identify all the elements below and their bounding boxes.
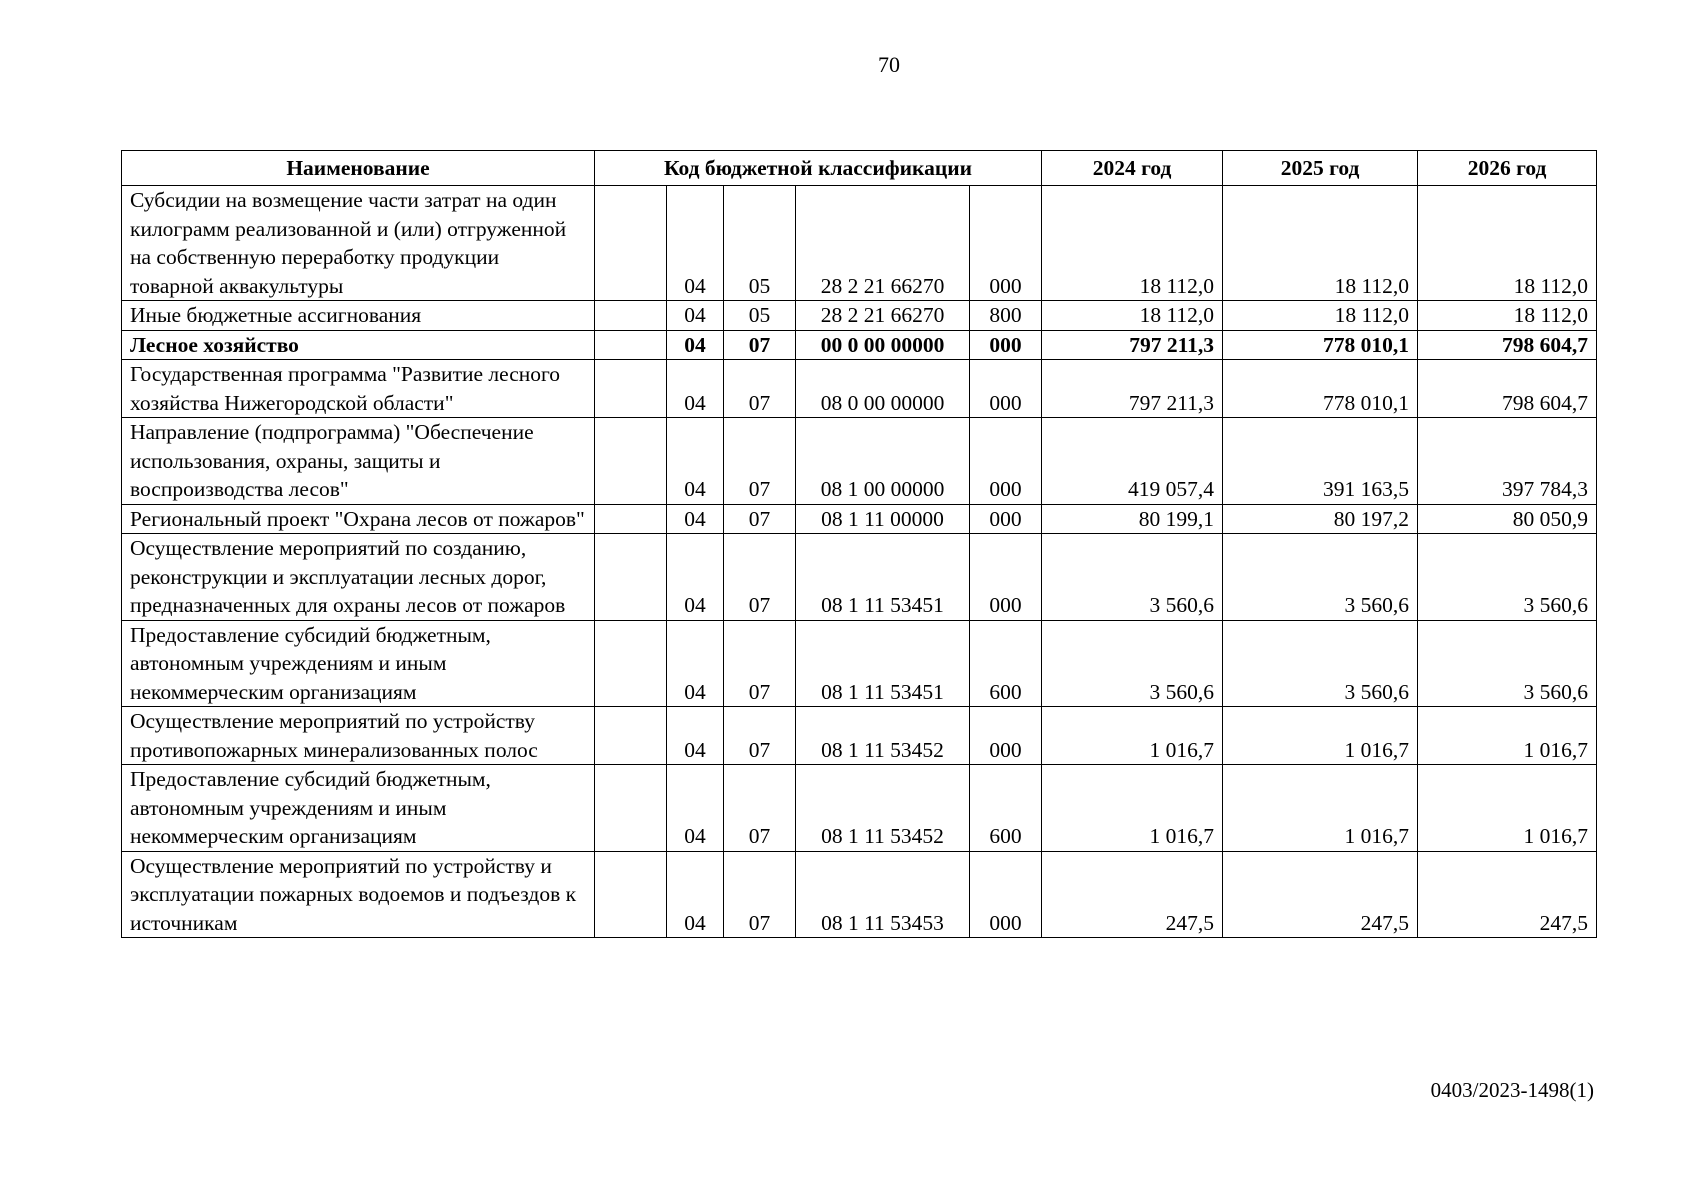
row-blank-cell <box>595 534 667 621</box>
row-2025-cell: 1 016,7 <box>1223 765 1418 852</box>
header-code: Код бюджетной классификации <box>595 151 1042 186</box>
row-target-article-cell: 08 1 11 53452 <box>796 765 970 852</box>
row-section-cell: 04 <box>667 186 724 301</box>
row-section-cell: 04 <box>667 418 724 505</box>
row-2025-cell: 778 010,1 <box>1223 360 1418 418</box>
row-target-article-cell: 08 1 11 53453 <box>796 851 970 938</box>
row-target-article-cell: 00 0 00 00000 <box>796 330 970 360</box>
table-row <box>122 360 1597 418</box>
row-target-article-cell: 08 1 11 53451 <box>796 620 970 707</box>
row-2025-cell: 247,5 <box>1223 851 1418 938</box>
row-2026-cell: 247,5 <box>1418 851 1597 938</box>
row-expense-type-cell: 000 <box>970 707 1042 765</box>
row-target-article-cell: 28 2 21 66270 <box>796 301 970 331</box>
row-2026-cell: 1 016,7 <box>1418 765 1597 852</box>
row-target-article-cell: 08 1 11 53451 <box>796 534 970 621</box>
row-2024-cell: 18 112,0 <box>1042 301 1223 331</box>
page-number: 70 <box>878 52 900 77</box>
row-2024-cell: 18 112,0 <box>1042 186 1223 301</box>
header-2024: 2024 год <box>1042 151 1223 186</box>
row-2024-cell: 3 560,6 <box>1042 620 1223 707</box>
row-subsection-cell: 05 <box>724 301 796 331</box>
row-name-cell: Иные бюджетные ассигнования <box>122 301 595 331</box>
row-expense-type-cell: 000 <box>970 330 1042 360</box>
row-2026-cell: 397 784,3 <box>1418 418 1597 505</box>
row-subsection-cell: 07 <box>724 707 796 765</box>
header-name: Наименование <box>122 151 595 186</box>
row-expense-type-cell: 600 <box>970 765 1042 852</box>
row-blank-cell <box>595 186 667 301</box>
row-2025-cell: 18 112,0 <box>1223 301 1418 331</box>
row-name-cell: Субсидии на возмещение части затрат на один килограмм реализованной и (или) отгруженной на собственную переработку продукции товарной аквакультуры <box>122 186 595 301</box>
row-section-cell: 04 <box>667 765 724 852</box>
row-name-cell: Осуществление мероприятий по созданию, реконструкции и эксплуатации лесных дорог, предназначенных для охраны лесов от пожаров <box>122 534 595 621</box>
row-section-cell: 04 <box>667 534 724 621</box>
row-2026-cell: 3 560,6 <box>1418 534 1597 621</box>
table-row <box>122 330 1597 360</box>
row-expense-type-cell: 000 <box>970 851 1042 938</box>
row-subsection-cell: 07 <box>724 360 796 418</box>
row-2024-cell: 1 016,7 <box>1042 707 1223 765</box>
table-header-row <box>122 151 1597 186</box>
row-subsection-cell: 07 <box>724 851 796 938</box>
table-body <box>122 186 1597 938</box>
row-2026-cell: 18 112,0 <box>1418 301 1597 331</box>
row-name-cell: Осуществление мероприятий по устройству и эксплуатации пожарных водоемов и подъездов к источникам <box>122 851 595 938</box>
row-expense-type-cell: 000 <box>970 418 1042 505</box>
row-blank-cell <box>595 851 667 938</box>
row-2026-cell: 80 050,9 <box>1418 504 1597 534</box>
header-2025: 2025 год <box>1223 151 1418 186</box>
row-name-cell: Лесное хозяйство <box>122 330 595 360</box>
row-subsection-cell: 07 <box>724 504 796 534</box>
row-2024-cell: 247,5 <box>1042 851 1223 938</box>
row-name-cell: Направление (подпрограмма) "Обеспечение использования, охраны, защиты и воспроизводства лесов" <box>122 418 595 505</box>
row-blank-cell <box>595 620 667 707</box>
row-target-article-cell: 08 1 00 00000 <box>796 418 970 505</box>
document-code: 0403/2023-1498(1) <box>1430 1078 1594 1102</box>
row-blank-cell <box>595 360 667 418</box>
row-blank-cell <box>595 330 667 360</box>
header-2026: 2026 год <box>1418 151 1597 186</box>
row-2024-cell: 797 211,3 <box>1042 330 1223 360</box>
row-expense-type-cell: 000 <box>970 504 1042 534</box>
row-2025-cell: 1 016,7 <box>1223 707 1418 765</box>
row-2024-cell: 1 016,7 <box>1042 765 1223 852</box>
table-row <box>122 620 1597 707</box>
table-row <box>122 534 1597 621</box>
row-section-cell: 04 <box>667 360 724 418</box>
row-2025-cell: 3 560,6 <box>1223 534 1418 621</box>
row-2024-cell: 3 560,6 <box>1042 534 1223 621</box>
table-row <box>122 301 1597 331</box>
table-row <box>122 707 1597 765</box>
row-subsection-cell: 07 <box>724 330 796 360</box>
row-section-cell: 04 <box>667 620 724 707</box>
table-row <box>122 851 1597 938</box>
row-target-article-cell: 08 1 11 53452 <box>796 707 970 765</box>
row-section-cell: 04 <box>667 504 724 534</box>
row-subsection-cell: 07 <box>724 620 796 707</box>
row-subsection-cell: 07 <box>724 418 796 505</box>
row-target-article-cell: 28 2 21 66270 <box>796 186 970 301</box>
table-row <box>122 186 1597 301</box>
row-section-cell: 04 <box>667 707 724 765</box>
row-2026-cell: 798 604,7 <box>1418 330 1597 360</box>
row-subsection-cell: 07 <box>724 765 796 852</box>
row-2025-cell: 3 560,6 <box>1223 620 1418 707</box>
row-2024-cell: 797 211,3 <box>1042 360 1223 418</box>
row-blank-cell <box>595 707 667 765</box>
row-blank-cell <box>595 418 667 505</box>
row-subsection-cell: 05 <box>724 186 796 301</box>
row-section-cell: 04 <box>667 301 724 331</box>
row-2025-cell: 80 197,2 <box>1223 504 1418 534</box>
row-expense-type-cell: 600 <box>970 620 1042 707</box>
row-name-cell: Предоставление субсидий бюджетным, автономным учреждениям и иным некоммерческим организациям <box>122 765 595 852</box>
row-2024-cell: 419 057,4 <box>1042 418 1223 505</box>
row-section-cell: 04 <box>667 851 724 938</box>
row-section-cell: 04 <box>667 330 724 360</box>
row-2024-cell: 80 199,1 <box>1042 504 1223 534</box>
row-2026-cell: 3 560,6 <box>1418 620 1597 707</box>
row-2026-cell: 798 604,7 <box>1418 360 1597 418</box>
row-expense-type-cell: 000 <box>970 360 1042 418</box>
row-name-cell: Региональный проект "Охрана лесов от пожаров" <box>122 504 595 534</box>
row-name-cell: Государственная программа "Развитие лесного хозяйства Нижегородской области" <box>122 360 595 418</box>
row-2026-cell: 18 112,0 <box>1418 186 1597 301</box>
row-2025-cell: 18 112,0 <box>1223 186 1418 301</box>
table-row <box>122 418 1597 505</box>
row-target-article-cell: 08 1 11 00000 <box>796 504 970 534</box>
row-blank-cell <box>595 301 667 331</box>
table-row <box>122 765 1597 852</box>
budget-table <box>121 150 1597 938</box>
table-row <box>122 504 1597 534</box>
row-blank-cell <box>595 504 667 534</box>
row-expense-type-cell: 000 <box>970 534 1042 621</box>
row-2026-cell: 1 016,7 <box>1418 707 1597 765</box>
row-expense-type-cell: 800 <box>970 301 1042 331</box>
row-2025-cell: 778 010,1 <box>1223 330 1418 360</box>
row-name-cell: Предоставление субсидий бюджетным, автономным учреждениям и иным некоммерческим организациям <box>122 620 595 707</box>
row-name-cell: Осуществление мероприятий по устройству противопожарных минерализованных полос <box>122 707 595 765</box>
row-expense-type-cell: 000 <box>970 186 1042 301</box>
row-blank-cell <box>595 765 667 852</box>
row-subsection-cell: 07 <box>724 534 796 621</box>
row-2025-cell: 391 163,5 <box>1223 418 1418 505</box>
row-target-article-cell: 08 0 00 00000 <box>796 360 970 418</box>
